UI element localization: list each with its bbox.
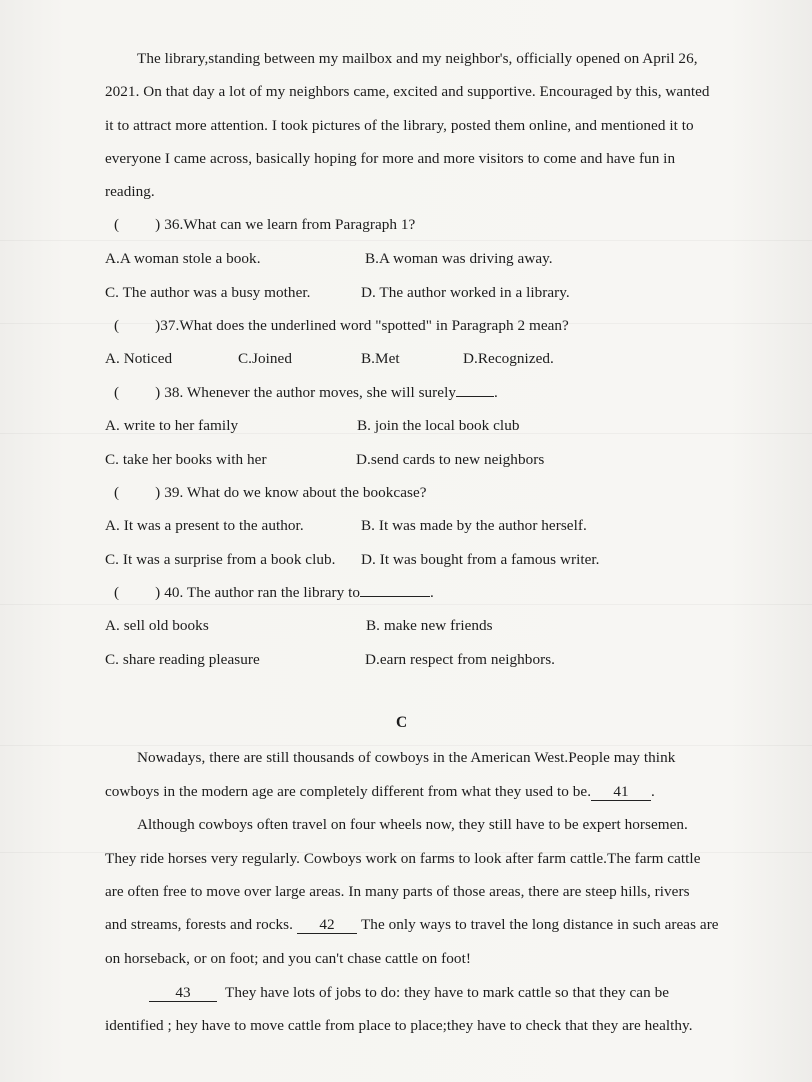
paragraph-line <box>105 915 719 935</box>
option-a: A.A woman stole a book. <box>105 250 261 267</box>
question-stem: 40. The author ran the library to <box>164 584 361 601</box>
paragraph-line: Although cowboys often travel on four wheels now, they still have to be expert horsemen. <box>137 816 688 833</box>
answer-bracket-open: ( <box>114 384 120 401</box>
option-a: A. Noticed <box>105 350 173 367</box>
paragraph-line <box>105 782 655 802</box>
option-b: B. make new friends <box>366 617 493 634</box>
option-c: C.Joined <box>238 350 292 367</box>
answer-bracket-open: ( <box>114 317 120 334</box>
stem-punctuation: . <box>430 584 434 601</box>
paragraph-text: They have lots of jobs to do: they have to mark cattle so that they can be <box>225 984 670 1001</box>
question-stem: 36.What can we learn from Paragraph 1? <box>164 216 416 233</box>
blank-41[interactable]: 41 <box>591 784 651 801</box>
answer-bracket-close: ) <box>155 216 161 233</box>
option-d: D.earn respect from neighbors. <box>365 651 556 668</box>
option-c: C. take her books with her <box>105 451 267 468</box>
stem-punctuation: . <box>494 384 498 401</box>
paragraph-line: They ride horses very regularly. Cowboys work on farms to look after farm cattle.The farm cattle <box>105 850 701 867</box>
option-d: D. The author worked in a library. <box>361 284 570 301</box>
option-d: D.send cards to new neighbors <box>356 451 545 468</box>
paragraph-text: and streams, forests and rocks. <box>105 916 293 933</box>
question-40 <box>114 583 434 603</box>
question-stem: 39. What do we know about the bookcase? <box>164 484 427 501</box>
paragraph-line <box>149 983 669 1003</box>
answer-bracket-close: ) <box>155 484 161 501</box>
option-b: B.A woman was driving away. <box>365 250 553 267</box>
option-b: B.Met <box>361 350 400 367</box>
answer-bracket-open: ( <box>114 216 120 233</box>
section-heading: C <box>396 714 408 731</box>
paragraph-line: reading. <box>105 183 155 200</box>
option-a: A. write to her family <box>105 417 239 434</box>
question-38 <box>114 383 498 403</box>
paragraph-text: The only ways to travel the long distance in such areas are <box>360 916 719 933</box>
option-a: A. It was a present to the author. <box>105 517 304 534</box>
fill-blank[interactable] <box>456 396 494 397</box>
option-c: C. The author was a busy mother. <box>105 284 311 301</box>
answer-bracket-open: ( <box>114 484 120 501</box>
answer-bracket-close: ) <box>155 384 161 401</box>
paragraph-line: 2021. On that day a lot of my neighbors came, excited and supportive. Encouraged by this, wanted <box>105 83 710 100</box>
option-b: B. join the local book club <box>357 417 520 434</box>
option-a: A. sell old books <box>105 617 209 634</box>
option-d: D. It was bought from a famous writer. <box>361 551 600 568</box>
question-39 <box>114 483 427 503</box>
paragraph-line: identified ; hey have to move cattle from place to place;they have to check that they are healthy. <box>105 1017 693 1034</box>
question-stem: 37.What does the underlined word "spotted" in Paragraph 2 mean? <box>160 317 569 334</box>
bleed-line <box>0 240 812 241</box>
paragraph-line: it to attract more attention. I took pictures of the library, posted them online, and mentioned it to <box>105 117 694 134</box>
blank-43[interactable]: 43 <box>149 985 217 1002</box>
question-36 <box>114 215 415 235</box>
answer-bracket-close: ) <box>155 584 161 601</box>
option-b: B. It was made by the author herself. <box>361 517 587 534</box>
paragraph-line: are often free to move over large areas. In many parts of those areas, there are steep hills, rivers <box>105 883 690 900</box>
fill-blank[interactable] <box>360 596 430 597</box>
blank-42[interactable]: 42 <box>297 917 357 934</box>
question-stem: 38. Whenever the author moves, she will surely <box>164 384 456 401</box>
paragraph-line: everyone I came across, basically hoping for more and more visitors to come and have fun in <box>105 150 676 167</box>
paragraph-text: . <box>651 783 655 800</box>
paragraph-line: Nowadays, there are still thousands of cowboys in the American West.People may think <box>137 749 676 766</box>
paragraph-line: The library,standing between my mailbox and my neighbor's, officially opened on April 26, <box>137 50 698 67</box>
bleed-line <box>0 604 812 605</box>
bleed-line <box>0 745 812 746</box>
paragraph-text: cowboys in the modern age are completely different from what they used to be. <box>105 783 592 800</box>
option-d: D.Recognized. <box>463 350 554 367</box>
option-c: C. share reading pleasure <box>105 651 260 668</box>
option-c: C. It was a surprise from a book club. <box>105 551 336 568</box>
answer-bracket-open: ( <box>114 584 120 601</box>
paragraph-line: on horseback, or on foot; and you can't chase cattle on foot! <box>105 950 471 967</box>
answer-bracket-close: ) <box>155 317 161 334</box>
question-37 <box>114 316 569 336</box>
